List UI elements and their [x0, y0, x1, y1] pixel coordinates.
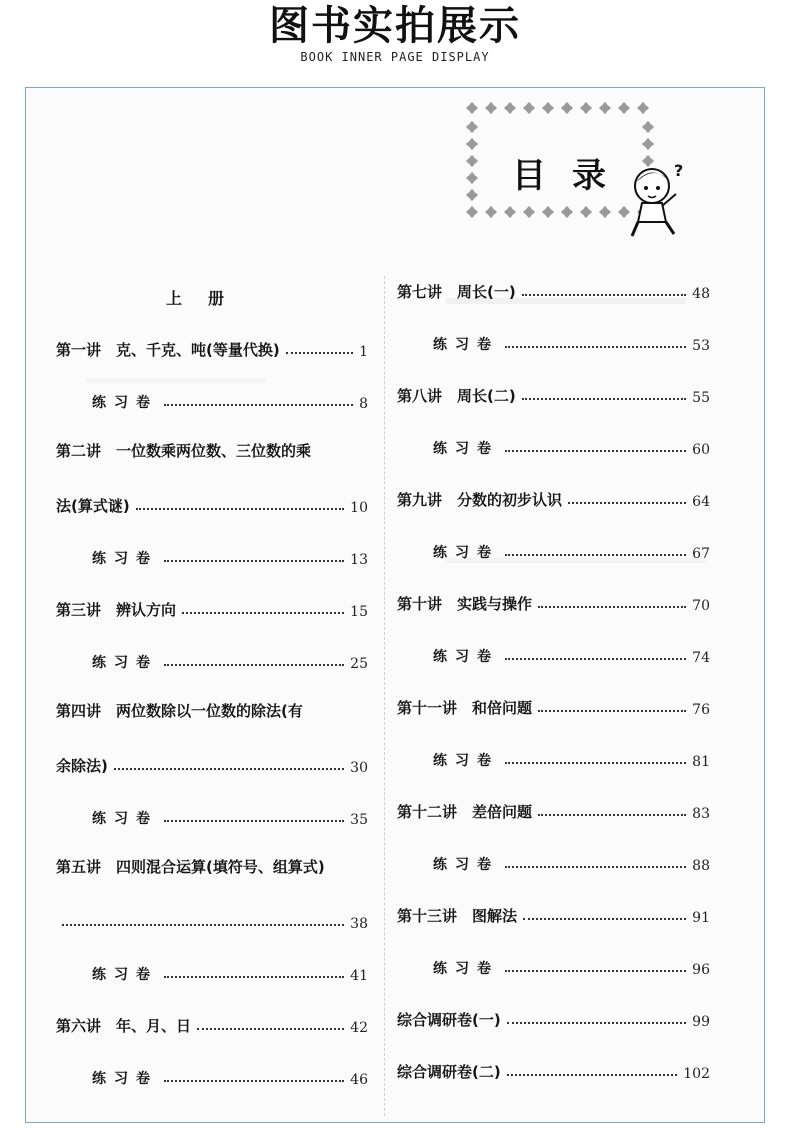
toc-entry-label: 练习卷: [92, 811, 158, 827]
cartoon-boy-icon: [624, 158, 688, 242]
toc-page-number: 38: [350, 916, 368, 932]
toc-page-number: 83: [692, 806, 710, 822]
book-photo-frame: [25, 87, 765, 1123]
dot-leader: [505, 866, 686, 868]
toc-entry-label: 第十讲 实践与操作: [397, 595, 533, 613]
toc-exercise-entry[interactable]: [92, 1064, 368, 1088]
toc-exercise-entry[interactable]: [433, 642, 710, 666]
dot-leader: [522, 398, 686, 400]
dot-leader: [507, 1022, 686, 1024]
toc-page-number: 25: [350, 656, 368, 672]
toc-entry-label: 第十二讲 差倍问题: [397, 803, 533, 821]
header-title: 图书实拍展示: [269, 3, 521, 49]
toc-page-number: 96: [692, 962, 710, 978]
dot-leader: [505, 346, 686, 348]
toc-entry-label: 练习卷: [92, 551, 158, 567]
toc-page-number: 48: [692, 286, 710, 302]
toc-exercise-entry[interactable]: [92, 804, 368, 828]
toc-page-number: 42: [350, 1020, 368, 1036]
toc-exercise-entry[interactable]: [92, 388, 368, 412]
dot-leader: [164, 1080, 344, 1082]
toc-entry-label: 练习卷: [433, 649, 499, 665]
toc-exercise-entry[interactable]: [92, 648, 368, 672]
toc-exercise-entry[interactable]: [433, 746, 710, 770]
toc-page-number: 81: [692, 754, 710, 770]
dot-leader: [114, 768, 344, 770]
toc-entry[interactable]: [397, 798, 710, 822]
toc-entry-label: 第七讲 周长(一): [397, 283, 516, 301]
toc-page-number: 53: [692, 338, 710, 354]
toc-exercise-entry[interactable]: [92, 960, 368, 984]
dot-leader: [538, 814, 686, 816]
dot-leader: [136, 508, 344, 510]
volume-title: 上册: [166, 289, 251, 308]
toc-entry[interactable]: [397, 590, 710, 614]
toc-entry-label: 第一讲 克、千克、吨(等量代换): [56, 341, 280, 359]
dot-leader: [505, 970, 686, 972]
toc-entry-label: 练习卷: [92, 1071, 158, 1087]
dot-leader: [182, 612, 344, 614]
toc-page-number: 10: [350, 500, 368, 516]
toc-page-number: 74: [692, 650, 710, 666]
dot-leader: [523, 918, 686, 920]
dot-leader: [164, 560, 344, 562]
toc-page-number: 8: [359, 396, 368, 412]
toc-entry-title-line: 第五讲 四则混合运算(填符号、组算式): [56, 858, 325, 876]
dot-leader: [62, 924, 344, 926]
dot-leader: [505, 658, 686, 660]
toc-entry[interactable]: [397, 1058, 710, 1082]
dot-leader: [507, 1074, 678, 1076]
toc-entry-label: 第三讲 辨认方向: [56, 601, 177, 619]
toc-entry-label: 第六讲 年、月、日: [56, 1017, 192, 1035]
dot-leader: [538, 606, 686, 608]
dot-leader: [164, 404, 353, 406]
toc-entry-label: 第九讲 分数的初步认识: [397, 491, 563, 509]
toc-entry-label: 余除法): [56, 757, 108, 775]
toc-page-number: 41: [350, 968, 368, 984]
toc-page-number: 76: [692, 702, 710, 718]
dot-leader: [164, 976, 344, 978]
toc-entry-label: 第十一讲 和倍问题: [397, 699, 533, 717]
toc-page-number: 102: [683, 1066, 710, 1082]
toc-entry-label: 第八讲 周长(二): [397, 387, 516, 405]
toc-entry[interactable]: [397, 902, 710, 926]
toc-entry-label: 综合调研卷(二): [397, 1063, 501, 1081]
toc-page-number: 99: [692, 1014, 710, 1030]
dot-leader: [522, 294, 686, 296]
dot-leader: [164, 820, 344, 822]
toc-entry[interactable]: [397, 486, 710, 510]
toc-entry-label: 法(算式谜): [56, 497, 130, 515]
dot-leader: [505, 554, 686, 556]
toc-page-number: 88: [692, 858, 710, 874]
toc-entry-label: 综合调研卷(一): [397, 1011, 501, 1029]
dot-leader: [568, 502, 686, 504]
book-page: [26, 88, 764, 1122]
toc-entry[interactable]: [56, 1012, 368, 1036]
toc-entry-label: 练习卷: [433, 337, 499, 353]
dot-leader: [197, 1028, 344, 1030]
toc-entry-label: 练习卷: [433, 441, 499, 457]
toc-entry[interactable]: [56, 336, 368, 360]
dot-leader: [505, 450, 686, 452]
toc-exercise-entry[interactable]: [433, 330, 710, 354]
dot-leader: [164, 664, 344, 666]
scan-noise: [86, 378, 266, 383]
toc-page-number: 70: [692, 598, 710, 614]
dot-leader: [538, 710, 686, 712]
toc-entry-label: 练习卷: [433, 857, 499, 873]
toc-entry-label: 练习卷: [433, 753, 499, 769]
toc-entry-label: 练习卷: [433, 545, 499, 561]
toc-entry-label: 练习卷: [433, 961, 499, 977]
toc-page-number: 67: [692, 546, 710, 562]
dot-leader: [505, 762, 686, 764]
toc-entry-title-line: 第二讲 一位数乘两位数、三位数的乘: [56, 442, 312, 460]
toc-entry-label: 练习卷: [92, 655, 158, 671]
toc-entry[interactable]: [56, 596, 368, 620]
svg-text:?: ?: [674, 161, 684, 180]
toc-page-number: 91: [692, 910, 710, 926]
toc-entry[interactable]: [397, 694, 710, 718]
toc-page-number: 1: [359, 344, 368, 360]
toc-exercise-entry[interactable]: [433, 538, 710, 562]
toc-page-number: 13: [350, 552, 368, 568]
toc-entry[interactable]: [397, 278, 710, 302]
column-divider: [384, 276, 386, 1116]
toc-entry-label: 第十三讲 图解法: [397, 907, 518, 925]
toc-page-number: 64: [692, 494, 710, 510]
toc-page-number: 35: [350, 812, 368, 828]
toc-page-number: 55: [692, 390, 710, 406]
toc-entry[interactable]: [56, 752, 368, 776]
toc-entry-label: 练习卷: [92, 395, 158, 411]
toc-entry-title-line: 第四讲 两位数除以一位数的除法(有: [56, 702, 303, 720]
header-subtitle: BOOK INNER PAGE DISPLAY: [300, 50, 490, 64]
toc-entry[interactable]: [56, 908, 368, 932]
toc-page-number: 46: [350, 1072, 368, 1088]
toc-exercise-entry[interactable]: [433, 954, 710, 978]
toc-exercise-entry[interactable]: [92, 544, 368, 568]
toc-entry-label: 练习卷: [92, 967, 158, 983]
toc-entry[interactable]: [397, 1006, 710, 1030]
toc-entry[interactable]: [397, 382, 710, 406]
toc-entry[interactable]: [56, 492, 368, 516]
toc-title: 目录: [512, 156, 632, 196]
toc-exercise-entry[interactable]: [433, 850, 710, 874]
toc-page-number: 30: [350, 760, 368, 776]
toc-page-number: 15: [350, 604, 368, 620]
page-header: [0, 0, 790, 84]
toc-exercise-entry[interactable]: [433, 434, 710, 458]
dot-leader: [286, 352, 353, 354]
toc-page-number: 60: [692, 442, 710, 458]
